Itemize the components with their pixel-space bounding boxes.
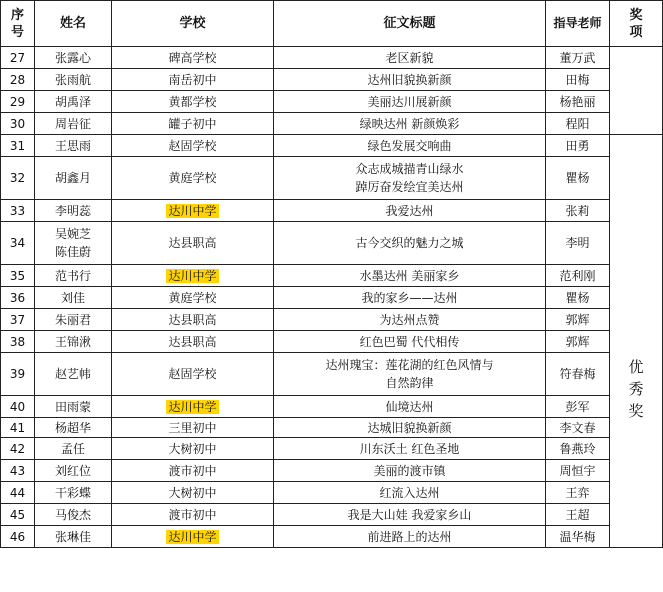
row-teacher-text: 郭辉	[565, 312, 590, 327]
row-index-text: 37	[9, 312, 26, 327]
row-title-text: 为达州点赞	[379, 312, 440, 327]
row-title	[274, 353, 546, 396]
row-title-text: 达城旧貌换新颜	[367, 420, 452, 435]
row-school	[112, 418, 274, 438]
row-title-text: 绿色发展交响曲	[367, 138, 452, 153]
row-teacher	[546, 460, 610, 482]
row-teacher	[546, 47, 610, 69]
row-title	[274, 135, 546, 157]
row-teacher-text: 李文春	[559, 420, 596, 435]
row-title	[274, 222, 546, 265]
row-teacher-text: 温华梅	[559, 529, 596, 544]
row-title	[274, 504, 546, 526]
row-teacher	[546, 287, 610, 309]
row-school-text: 赵固学校	[168, 367, 217, 381]
row-school-text: 罐子初中	[168, 116, 217, 131]
table-row	[1, 157, 663, 200]
row-title-text: 前进路上的达州	[367, 529, 452, 544]
row-title	[274, 482, 546, 504]
row-teacher-text: 李明	[565, 236, 590, 250]
row-title	[274, 460, 546, 482]
row-school	[112, 265, 274, 287]
row-index	[1, 331, 35, 353]
row-teacher-text: 瞿杨	[565, 290, 590, 305]
row-name	[35, 438, 112, 460]
row-name	[35, 482, 112, 504]
row-name-text: 吴婉芝 陈佳蔚	[54, 227, 91, 259]
row-title-text: 老区新貌	[385, 50, 434, 65]
row-index	[1, 287, 35, 309]
row-index-text: 27	[9, 50, 26, 65]
row-title	[274, 200, 546, 222]
row-title-text: 我爱达州	[385, 203, 434, 218]
row-index-text: 30	[9, 116, 26, 131]
row-index-text: 38	[9, 334, 26, 349]
row-index-text: 40	[9, 399, 26, 414]
row-teacher-text: 彭军	[565, 399, 590, 414]
row-title	[274, 526, 546, 548]
row-title	[274, 91, 546, 113]
row-school	[112, 69, 274, 91]
row-name	[35, 157, 112, 200]
row-name-text: 范书行	[54, 268, 91, 283]
row-index	[1, 200, 35, 222]
table-row	[1, 526, 663, 548]
row-teacher-text: 张莉	[565, 203, 590, 218]
row-teacher	[546, 265, 610, 287]
row-index-text: 35	[9, 268, 26, 283]
header-index: 序号	[1, 1, 35, 47]
row-teacher	[546, 91, 610, 113]
table-row	[1, 482, 663, 504]
header-name: 姓名	[35, 1, 112, 47]
row-index	[1, 482, 35, 504]
row-title-text: 达州瑰宝：莲花湖的红色风情与 自然韵律	[325, 358, 494, 390]
table-row	[1, 396, 663, 418]
row-name	[35, 353, 112, 396]
row-teacher	[546, 438, 610, 460]
row-name	[35, 418, 112, 438]
row-title	[274, 309, 546, 331]
award-cell-blank	[610, 47, 663, 135]
row-teacher-text: 鲁燕玲	[559, 441, 596, 456]
row-teacher	[546, 418, 610, 438]
row-index-text: 43	[9, 463, 26, 478]
row-title-text: 红流入达州	[379, 485, 440, 500]
row-school-text: 三里初中	[168, 420, 217, 435]
row-index	[1, 265, 35, 287]
row-name-text: 刘佳	[60, 290, 85, 305]
row-index	[1, 309, 35, 331]
row-title	[274, 287, 546, 309]
row-title	[274, 331, 546, 353]
row-name	[35, 396, 112, 418]
table-row	[1, 135, 663, 157]
row-index-text: 32	[9, 171, 26, 185]
row-school-text: 大树初中	[168, 485, 217, 500]
row-index	[1, 438, 35, 460]
table-row	[1, 200, 663, 222]
row-index	[1, 460, 35, 482]
table-row	[1, 47, 663, 69]
row-teacher	[546, 157, 610, 200]
row-teacher	[546, 396, 610, 418]
row-school-text: 黄庭学校	[168, 171, 217, 185]
row-index	[1, 396, 35, 418]
row-index	[1, 135, 35, 157]
row-teacher-text: 王弈	[565, 485, 590, 500]
row-name	[35, 200, 112, 222]
row-school	[112, 157, 274, 200]
row-name-text: 李明蕊	[54, 203, 91, 218]
row-name-text: 王思雨	[54, 138, 91, 153]
table-row	[1, 460, 663, 482]
row-title	[274, 113, 546, 135]
row-teacher-text: 符春梅	[559, 367, 596, 381]
row-school	[112, 135, 274, 157]
table-row	[1, 309, 663, 331]
header-award: 奖项	[610, 1, 663, 47]
row-title	[274, 69, 546, 91]
table-row	[1, 353, 663, 396]
row-teacher	[546, 482, 610, 504]
row-name-text: 王锦湫	[54, 334, 91, 349]
row-teacher	[546, 504, 610, 526]
row-teacher-text: 郭辉	[565, 334, 590, 349]
row-name	[35, 526, 112, 548]
row-school	[112, 526, 274, 548]
row-index-text: 33	[9, 203, 26, 218]
row-school	[112, 482, 274, 504]
row-title-text: 美丽的渡市镇	[373, 463, 446, 478]
row-teacher	[546, 309, 610, 331]
row-index-text: 31	[9, 138, 26, 153]
row-school-text: 大树初中	[168, 441, 217, 456]
row-teacher	[546, 69, 610, 91]
row-name-text: 赵艺帏	[54, 367, 91, 381]
row-index-text: 46	[9, 529, 26, 544]
table-row	[1, 222, 663, 265]
row-teacher	[546, 331, 610, 353]
row-title	[274, 396, 546, 418]
row-title-text: 美丽达川展新颜	[367, 94, 452, 109]
row-school	[112, 460, 274, 482]
row-school	[112, 504, 274, 526]
row-teacher-text: 田梅	[565, 72, 590, 87]
row-teacher-text: 程阳	[565, 116, 590, 131]
school-highlight: 达川中学	[168, 399, 217, 414]
row-index	[1, 157, 35, 200]
row-school-text: 达县职高	[168, 334, 217, 349]
row-index-text: 28	[9, 72, 26, 87]
row-index-text: 39	[9, 367, 26, 381]
row-name-text: 干彩蝶	[54, 485, 91, 500]
row-title-text: 达州旧貌换新颜	[367, 72, 452, 87]
row-index	[1, 69, 35, 91]
row-name	[35, 504, 112, 526]
row-index	[1, 526, 35, 548]
row-school-text: 达县职高	[168, 236, 217, 250]
row-school-text: 南岳初中	[168, 72, 217, 87]
row-school-text: 渡市初中	[168, 463, 217, 478]
header-row	[1, 1, 663, 47]
row-school	[112, 287, 274, 309]
table-row	[1, 331, 663, 353]
table-row	[1, 91, 663, 113]
row-title-text: 仙境达州	[385, 399, 434, 414]
table-row	[1, 287, 663, 309]
row-teacher-text: 田勇	[565, 138, 590, 153]
row-name	[35, 69, 112, 91]
row-name	[35, 222, 112, 265]
row-name	[35, 265, 112, 287]
row-school	[112, 91, 274, 113]
row-name	[35, 331, 112, 353]
row-title-text: 川东沃土 红色圣地	[359, 441, 460, 456]
table-row	[1, 418, 663, 438]
award-cell	[610, 135, 663, 548]
row-teacher	[546, 222, 610, 265]
row-index-text: 42	[9, 441, 26, 456]
row-school	[112, 222, 274, 265]
school-highlight: 达川中学	[168, 529, 217, 544]
header-title: 征文标题	[274, 1, 546, 47]
row-teacher-text: 周恒宇	[559, 463, 596, 478]
school-highlight: 达川中学	[168, 268, 217, 283]
row-name-text: 杨超华	[54, 420, 91, 435]
row-school	[112, 353, 274, 396]
row-index	[1, 91, 35, 113]
row-title-text: 众志成城描青山绿水 踔厉奋发绘宜美达州	[355, 162, 464, 194]
row-school-text: 渡市初中	[168, 507, 217, 522]
row-teacher	[546, 113, 610, 135]
row-index-text: 44	[9, 485, 26, 500]
row-title-text: 我是大山娃 我爱家乡山	[347, 507, 472, 522]
table-row	[1, 69, 663, 91]
row-school	[112, 396, 274, 418]
row-index-text: 41	[9, 420, 26, 435]
row-teacher	[546, 353, 610, 396]
row-name	[35, 460, 112, 482]
row-school	[112, 113, 274, 135]
row-name	[35, 91, 112, 113]
row-name-text: 胡禹泽	[54, 94, 91, 109]
row-index	[1, 47, 35, 69]
row-teacher-text: 杨艳丽	[559, 94, 596, 109]
row-teacher	[546, 526, 610, 548]
row-name-text: 张露心	[54, 50, 91, 65]
row-index	[1, 353, 35, 396]
row-teacher	[546, 135, 610, 157]
table-row	[1, 504, 663, 526]
row-school	[112, 438, 274, 460]
row-teacher	[546, 200, 610, 222]
row-index	[1, 113, 35, 135]
row-title-text: 古今交织的魅力之城	[355, 236, 464, 250]
table-row	[1, 113, 663, 135]
table-body	[1, 47, 663, 548]
row-title	[274, 438, 546, 460]
row-name-text: 孟任	[60, 441, 85, 456]
row-title-text: 绿映达州 新颜焕彩	[359, 116, 460, 131]
row-teacher-text: 王超	[565, 507, 590, 522]
row-school	[112, 200, 274, 222]
row-index	[1, 504, 35, 526]
row-name-text: 刘红位	[54, 463, 91, 478]
row-name	[35, 135, 112, 157]
row-name-text: 张琳佳	[54, 529, 91, 544]
row-school-text: 黄都学校	[168, 94, 217, 109]
row-teacher-text: 范利刚	[559, 268, 596, 283]
row-name	[35, 309, 112, 331]
row-title	[274, 418, 546, 438]
row-name-text: 马俊杰	[54, 507, 91, 522]
header-school: 学校	[112, 1, 274, 47]
row-title	[274, 265, 546, 287]
row-school-text: 黄庭学校	[168, 290, 217, 305]
table-row	[1, 265, 663, 287]
row-index-text: 34	[9, 236, 26, 250]
row-index	[1, 222, 35, 265]
row-school-text: 赵固学校	[168, 138, 217, 153]
row-title-text: 我的家乡——达州	[361, 290, 458, 305]
row-title	[274, 157, 546, 200]
row-name-text: 朱丽君	[54, 312, 91, 327]
row-name-text: 田雨蒙	[54, 399, 91, 414]
row-name	[35, 287, 112, 309]
row-school-text: 碑高学校	[168, 50, 217, 65]
row-teacher-text: 董万武	[559, 50, 596, 65]
row-teacher-text: 瞿杨	[565, 171, 590, 185]
header-teacher: 指导老师	[546, 1, 610, 47]
row-title	[274, 47, 546, 69]
row-school-text: 达县职高	[168, 312, 217, 327]
row-school	[112, 47, 274, 69]
row-name-text: 张雨航	[54, 72, 91, 87]
award-label: 优秀奖	[628, 357, 644, 420]
table-row	[1, 438, 663, 460]
row-index	[1, 418, 35, 438]
row-title-text: 红色巴蜀 代代相传	[359, 334, 460, 349]
row-name	[35, 47, 112, 69]
row-name-text: 胡鑫月	[54, 171, 91, 185]
school-highlight: 达川中学	[168, 203, 217, 218]
row-title-text: 水墨达州 美丽家乡	[359, 268, 460, 283]
row-index-text: 29	[9, 94, 26, 109]
row-school	[112, 331, 274, 353]
row-name	[35, 113, 112, 135]
row-name-text: 周岩征	[54, 116, 91, 131]
row-index-text: 45	[9, 507, 26, 522]
row-school	[112, 309, 274, 331]
row-index-text: 36	[9, 290, 26, 305]
